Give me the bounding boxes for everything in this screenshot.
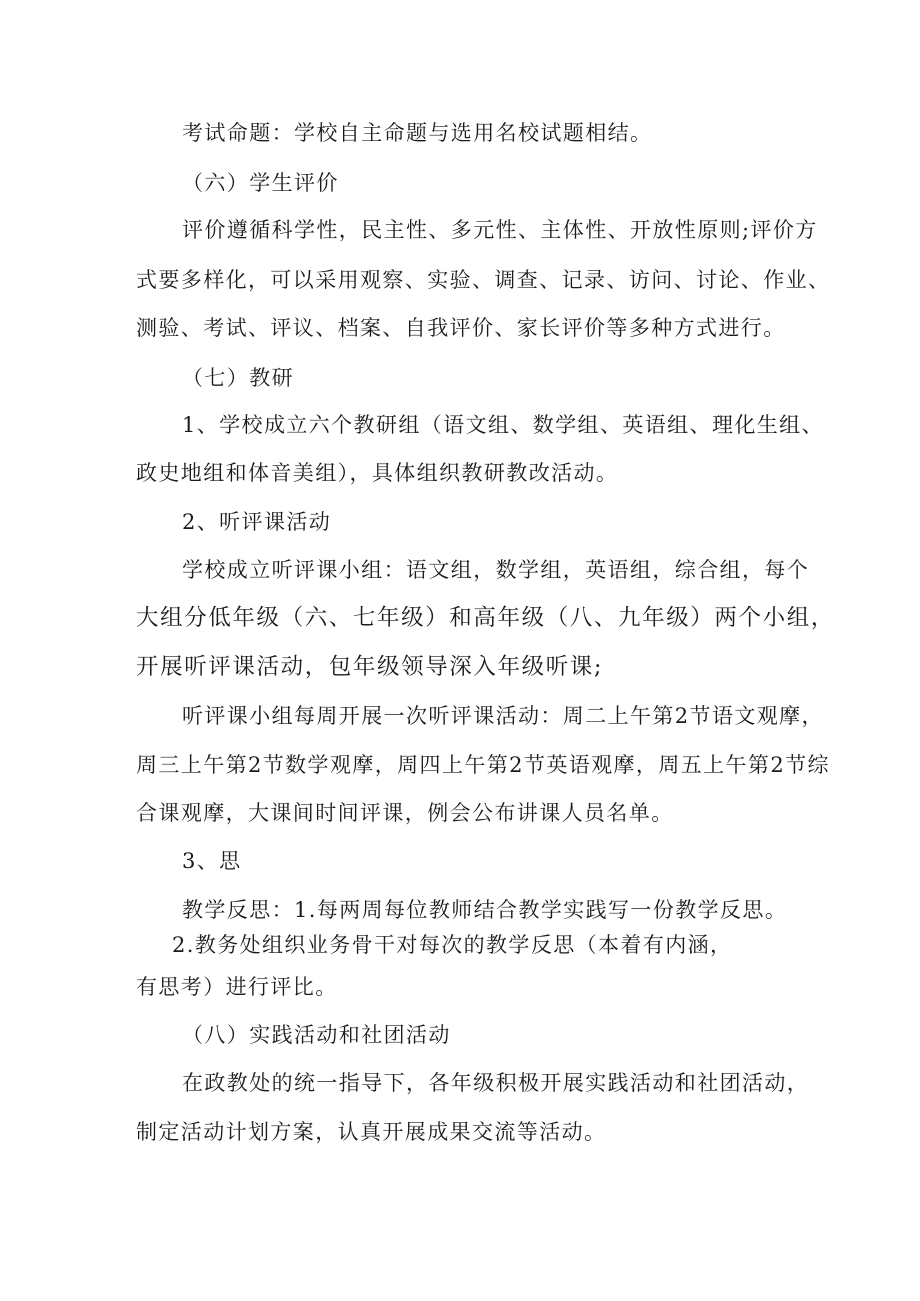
section-8-heading: （八）实践活动和社团活动 [182, 1023, 451, 1047]
section-7-item-2-heading: 2、听评课活动 [182, 510, 332, 534]
section-7-schedule-line-2: 周三上午第2节数学观摩，周四上午第2节英语观摩，周五上午第2节综 [136, 753, 830, 777]
section-7-item-1-line-2: 政史地组和体音美组），具体组织教研教改活动。 [136, 461, 619, 485]
section-7-item-2-line-1: 学校成立听评课小组：语文组，数学组，英语组，综合组，每个 [182, 558, 810, 582]
section-7-heading: （七）教研 [182, 366, 294, 390]
section-6-line-1: 评价遵循科学性，民主性、多元性、主体性、开放性原则;评价方 [182, 218, 818, 242]
section-7-reflection-line-2: 2.教务处组织业务骨干对每次的教学反思（本着有内涵， [172, 933, 733, 957]
section-7-item-2-line-3: 开展听评课活动，包年级领导深入年级听课; [136, 654, 604, 680]
section-6-line-2: 式要多样化，可以采用观察、实验、调查、记录、访问、讨论、作业、 [136, 268, 831, 292]
section-8-line-1: 在政教处的统一指导下，各年级积极开展实践活动和社团活动， [182, 1071, 810, 1095]
section-7-schedule-line-1: 听评课小组每周开展一次听评课活动：周二上午第2节语文观摩， [182, 704, 824, 728]
section-6-line-3: 测验、考试、评议、档案、自我评价、家长评价等多种方式进行。 [136, 316, 786, 340]
section-7-item-3-heading: 3、思 [182, 849, 242, 873]
exam-paragraph: 考试命题：学校自主命题与选用名校试题相结。 [182, 121, 653, 145]
section-6-heading: （六）学生评价 [182, 171, 339, 195]
section-7-schedule-line-3: 合课观摩，大课间时间评课，例会公布讲课人员名单。 [136, 801, 674, 825]
section-7-reflection-line-1: 教学反思：1.每两周每位教师结合教学实践写一份教学反思。 [182, 898, 788, 922]
section-7-item-1-line-1: 1、学校成立六个教研组（语文组、数学组、英语组、理化生组、 [182, 413, 824, 437]
section-7-item-2-line-2: 大组分低年级（六、七年级）和高年级（八、九年级）两个小组， [136, 605, 835, 631]
section-8-line-2: 制定活动计划方案，认真开展成果交流等活动。 [136, 1120, 607, 1144]
section-7-reflection-line-3: 有思考）进行评比。 [136, 975, 338, 999]
